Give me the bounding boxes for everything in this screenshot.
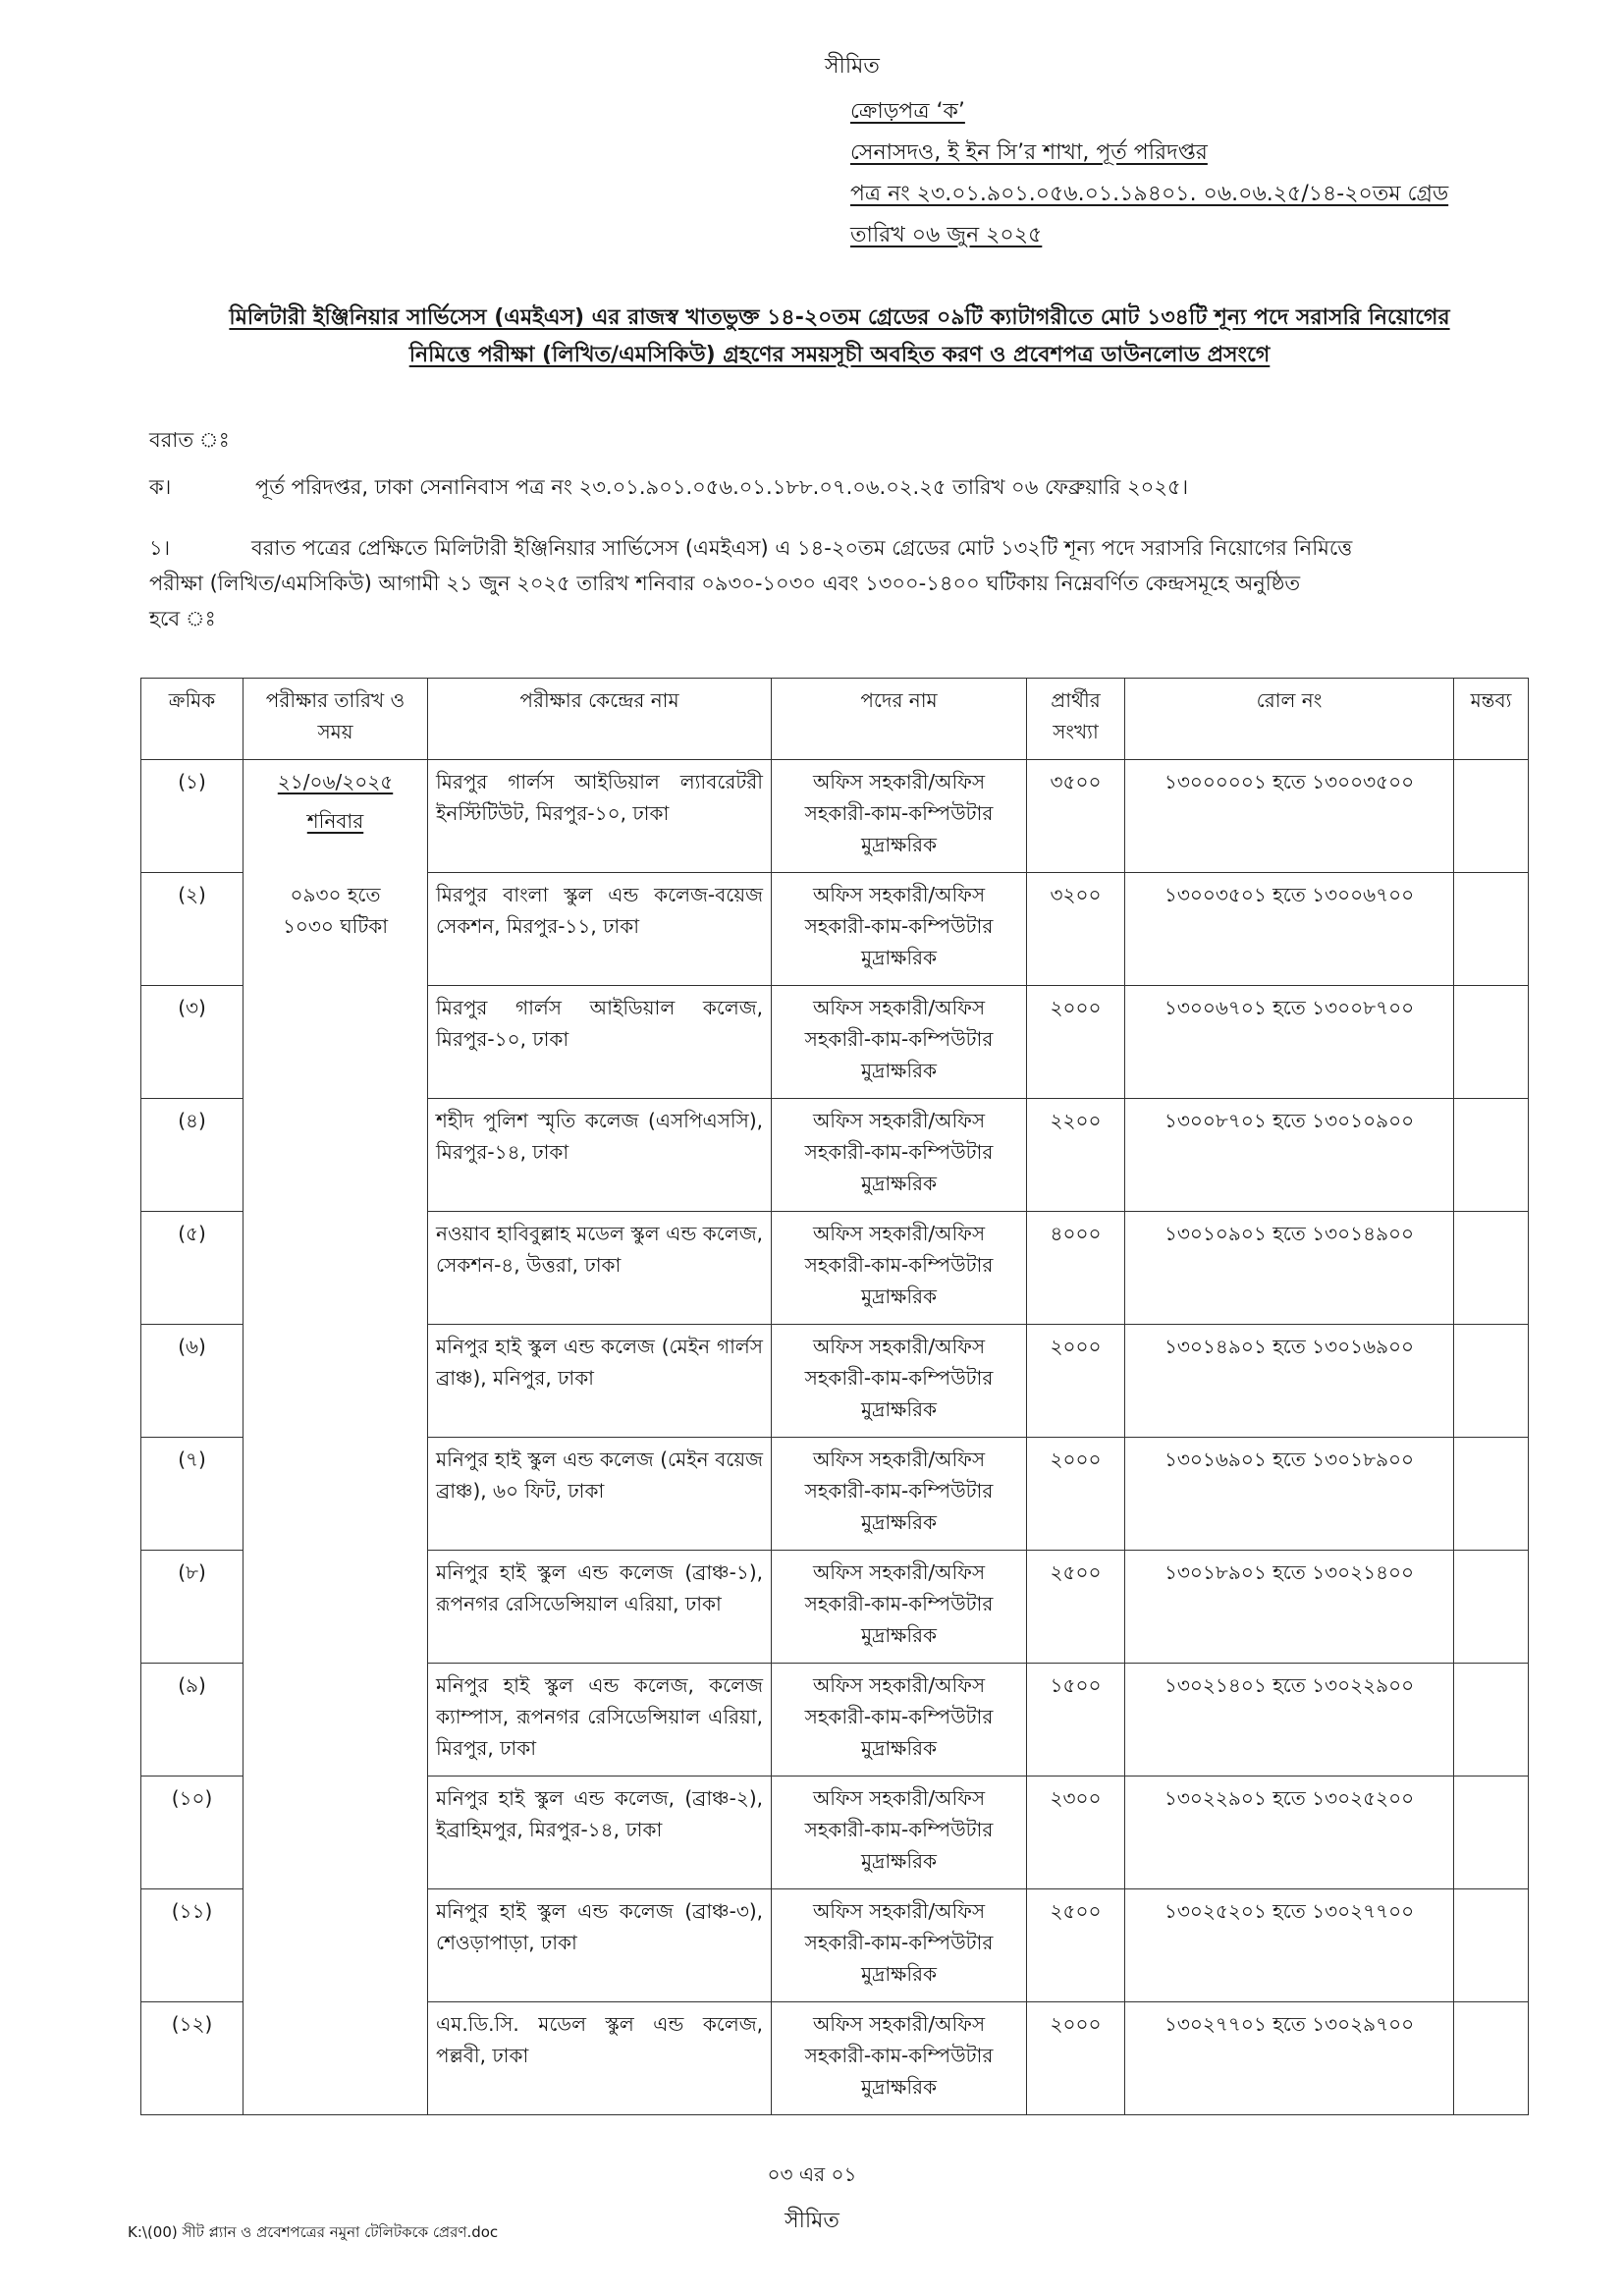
classification-top: সীমিত — [825, 54, 880, 79]
table-row — [141, 1099, 1529, 1212]
row-serial: (৯) — [141, 1664, 244, 1777]
row-center-name: নওয়াব হাবিবুল্লাহ মডেল স্কুল এন্ড কলেজ, সেকশন-৪, উত্তরা, ঢাকা — [428, 1212, 772, 1325]
row-remarks — [1454, 1889, 1529, 2002]
row-remarks — [1454, 1551, 1529, 1664]
exam-date: ২১/০৬/২০২৫ — [277, 770, 394, 793]
table-row — [141, 1212, 1529, 1325]
table-header-row — [141, 679, 1529, 760]
row-remarks — [1454, 1212, 1529, 1325]
page-number: ০৩ এর ০১ — [767, 2162, 857, 2186]
row-roll-range: ১৩০১৬৯০১ হতে ১৩০১৮৯০০ — [1125, 1438, 1454, 1551]
subject-line-2: নিমিত্তে পরীক্ষা (লিখিত/এমসিকিউ) গ্রহণের সময়সূচী অবহিত করণ ও প্রবেশপত্র ডাউনলোড প্রসংগে — [408, 343, 1271, 367]
row-center-name: মনিপুর হাই স্কুল এন্ড কলেজ (ব্রাঞ্চ-১), রূপনগর রেসিডেন্সিয়াল এরিয়া, ঢাকা — [428, 1551, 772, 1664]
table-row — [141, 1551, 1529, 1664]
row-date-time — [244, 1551, 428, 1664]
row-remarks — [1454, 873, 1529, 986]
table-row — [141, 1777, 1529, 1889]
row-serial: (৪) — [141, 1099, 244, 1212]
reference-text: পূর্ত পরিদপ্তর, ঢাকা সেনানিবাস পত্র নং ২৩.০১.৯০১.০৫৬.০১.১৮৮.০৭.০৬.০২.২৫ তারিখ ০৬ ফেব্রুয়ারি ২০২৫। — [255, 475, 1189, 499]
row-serial: (২) — [141, 873, 244, 986]
row-candidate-count: ২২০০ — [1027, 1099, 1125, 1212]
row-post-name: অফিস সহকারী/অফিস সহকারী-কাম-কম্পিউটার মুদ্রাক্ষরিক — [772, 1099, 1027, 1212]
table-row — [141, 1889, 1529, 2002]
row-date-time — [244, 1325, 428, 1438]
row-roll-range: ১৩০০০০০১ হতে ১৩০০৩৫০০ — [1125, 760, 1454, 873]
table-row — [141, 2002, 1529, 2115]
subject-line-1: মিলিটারী ইঞ্জিনিয়ার সার্ভিসেস (এমইএস) এর রাজস্ব খাতভুক্ত ১৪-২০তম গ্রেডের ০৯টি ক্যাটাগরীতে মোট ১৩৪টি শূন্য পদে সরাসরি নিয়োগের — [229, 305, 1450, 330]
letter-date: তারিখ ০৬ জুন ২০২৫ — [850, 223, 1043, 247]
row-remarks — [1454, 986, 1529, 1099]
row-candidate-count: ৩২০০ — [1027, 873, 1125, 986]
row-date-time — [244, 760, 428, 873]
row-date-time — [244, 1889, 428, 2002]
row-post-name: অফিস সহকারী/অফিস সহকারী-কাম-কম্পিউটার মুদ্রাক্ষরিক — [772, 1664, 1027, 1777]
header-roll: রোল নং — [1125, 679, 1454, 760]
row-post-name: অফিস সহকারী/অফিস সহকারী-কাম-কম্পিউটার মুদ্রাক্ষরিক — [772, 873, 1027, 986]
row-remarks — [1454, 1777, 1529, 1889]
header-date-time: পরীক্ষার তারিখ ও সময় — [244, 679, 428, 760]
row-date-time — [244, 1664, 428, 1777]
row-roll-range: ১৩০০৬৭০১ হতে ১৩০০৮৭০০ — [1125, 986, 1454, 1099]
paragraph-line-1: বরাত পত্রের প্রেক্ষিতে মিলিটারী ইঞ্জিনিয়ার সার্ভিসেস (এমইএস) এ ১৪-২০তম গ্রেডের মোট ১৩২টি শূন্য পদে সরাসরি নিয়োগের নিমিত্তে — [251, 536, 1353, 560]
row-roll-range: ১৩০১৮৯০১ হতে ১৩০২১৪০০ — [1125, 1551, 1454, 1664]
row-serial: (১০) — [141, 1777, 244, 1889]
classification-bottom: সীমিত — [785, 2209, 839, 2233]
row-remarks — [1454, 760, 1529, 873]
row-candidate-count: ২৫০০ — [1027, 1551, 1125, 1664]
exam-time: ০৯৩০ হতে ১০৩০ ঘটিকা — [282, 882, 389, 938]
row-center-name: মিরপুর গার্লস আইডিয়াল কলেজ, মিরপুর-১০, ঢাকা — [428, 986, 772, 1099]
row-candidate-count: ২০০০ — [1027, 986, 1125, 1099]
row-center-name: মনিপুর হাই স্কুল এন্ড কলেজ, (ব্রাঞ্চ-২), ইব্রাহিমপুর, মিরপুর-১৪, ঢাকা — [428, 1777, 772, 1889]
table-row — [141, 986, 1529, 1099]
row-center-name: মনিপুর হাই স্কুল এন্ড কলেজ (ব্রাঞ্চ-৩), শেওড়াপাড়া, ঢাকা — [428, 1889, 772, 2002]
row-serial: (৫) — [141, 1212, 244, 1325]
header-post: পদের নাম — [772, 679, 1027, 760]
letter-number: পত্র নং ২৩.০১.৯০১.০৫৬.০১.১৯৪০১. ০৬.০৬.২৫/১৪-২০তম গ্রেড — [850, 182, 1449, 206]
row-candidate-count: ২৩০০ — [1027, 1777, 1125, 1889]
row-roll-range: ১৩০২৫২০১ হতে ১৩০২৭৭০০ — [1125, 1889, 1454, 2002]
row-roll-range: ১৩০১৪৯০১ হতে ১৩০১৬৯০০ — [1125, 1325, 1454, 1438]
row-remarks — [1454, 1099, 1529, 1212]
table-row — [141, 760, 1529, 873]
row-post-name: অফিস সহকারী/অফিস সহকারী-কাম-কম্পিউটার মুদ্রাক্ষরিক — [772, 1777, 1027, 1889]
row-post-name: অফিস সহকারী/অফিস সহকারী-কাম-কম্পিউটার মুদ্রাক্ষরিক — [772, 1212, 1027, 1325]
subject — [147, 300, 1532, 374]
header-candidates: প্রার্থীর সংখ্যা — [1027, 679, 1125, 760]
row-center-name: মনিপুর হাই স্কুল এন্ড কলেজ (মেইন বয়েজ ব্রাঞ্চ), ৬০ ফিট, ঢাকা — [428, 1438, 772, 1551]
table-row — [141, 1325, 1529, 1438]
row-date-time — [244, 1438, 428, 1551]
row-post-name: অফিস সহকারী/অফিস সহকারী-কাম-কম্পিউটার মুদ্রাক্ষরিক — [772, 986, 1027, 1099]
paragraph-line-2: পরীক্ষা (লিখিত/এমসিকিউ) আগামী ২১ জুন ২০২৫ তারিখ শনিবার ০৯৩০-১০৩০ এবং ১৩০০-১৪০০ ঘটিকায় নিম্নেবর্ণিত কেন্দ্রসমূহে অনুষ্ঠিত — [149, 572, 1301, 595]
row-remarks — [1454, 1325, 1529, 1438]
row-candidate-count: ২৫০০ — [1027, 1889, 1125, 2002]
header-serial: ক্রমিক — [141, 679, 244, 760]
row-serial: (৩) — [141, 986, 244, 1099]
row-date-time — [244, 1212, 428, 1325]
row-center-name: এম.ডি.সি. মডেল স্কুল এন্ড কলেজ, পল্লবী, ঢাকা — [428, 2002, 772, 2115]
row-post-name: অফিস সহকারী/অফিস সহকারী-কাম-কম্পিউটার মুদ্রাক্ষরিক — [772, 1325, 1027, 1438]
row-date-time — [244, 1777, 428, 1889]
row-roll-range: ১৩০০৮৭০১ হতে ১৩০১০৯০০ — [1125, 1099, 1454, 1212]
row-candidate-count: ৪০০০ — [1027, 1212, 1125, 1325]
exam-schedule-table — [140, 678, 1529, 2115]
reference-label: বরাত ঃ — [149, 428, 230, 452]
row-serial: (১১) — [141, 1889, 244, 2002]
row-candidate-count: ২০০০ — [1027, 1438, 1125, 1551]
row-remarks — [1454, 1438, 1529, 1551]
header-center: পরীক্ষার কেন্দ্রের নাম — [428, 679, 772, 760]
paragraph-line-3: হবে ঃ — [149, 607, 216, 630]
row-post-name: অফিস সহকারী/অফিস সহকারী-কাম-কম্পিউটার মুদ্রাক্ষরিক — [772, 1889, 1027, 2002]
row-serial: (১২) — [141, 2002, 244, 2115]
row-roll-range: ১৩০০৩৫০১ হতে ১৩০০৬৭০০ — [1125, 873, 1454, 986]
row-center-name: মনিপুর হাই স্কুল এন্ড কলেজ, কলেজ ক্যাম্পাস, রূপনগর রেসিডেন্সিয়াল এরিয়া, মিরপুর, ঢাকা — [428, 1664, 772, 1777]
exam-day: শনিবার — [306, 809, 364, 833]
row-center-name: মনিপুর হাই স্কুল এন্ড কলেজ (মেইন গার্লস ব্রাঞ্চ), মনিপুর, ঢাকা — [428, 1325, 772, 1438]
row-date-time — [244, 2002, 428, 2115]
row-serial: (১) — [141, 760, 244, 873]
row-serial: (৮) — [141, 1551, 244, 1664]
row-center-name: মিরপুর গার্লস আইডিয়াল ল্যাবরেটরী ইনস্টিটিউট, মিরপুর-১০, ঢাকা — [428, 760, 772, 873]
row-serial: (৭) — [141, 1438, 244, 1551]
annex-label: ক্রোড়পত্র ‘ক’ — [850, 99, 965, 124]
row-roll-range: ১৩০২১৪০১ হতে ১৩০২২৯০০ — [1125, 1664, 1454, 1777]
reference-item-number: ক। — [149, 475, 172, 499]
row-remarks — [1454, 1664, 1529, 1777]
row-roll-range: ১৩০২২৯০১ হতে ১৩০২৫২০০ — [1125, 1777, 1454, 1889]
row-serial: (৬) — [141, 1325, 244, 1438]
row-date-time — [244, 1099, 428, 1212]
paragraph-number: ১। — [149, 536, 171, 560]
row-post-name: অফিস সহকারী/অফিস সহকারী-কাম-কম্পিউটার মুদ্রাক্ষরিক — [772, 1551, 1027, 1664]
row-post-name: অফিস সহকারী/অফিস সহকারী-কাম-কম্পিউটার মুদ্রাক্ষরিক — [772, 2002, 1027, 2115]
row-candidate-count: ২০০০ — [1027, 2002, 1125, 2115]
table-row — [141, 1438, 1529, 1551]
row-remarks — [1454, 2002, 1529, 2115]
row-candidate-count: ৩৫০০ — [1027, 760, 1125, 873]
row-date-time — [244, 873, 428, 986]
row-center-name: শহীদ পুলিশ স্মৃতি কলেজ (এসপিএসসি), মিরপুর-১৪, ঢাকা — [428, 1099, 772, 1212]
row-roll-range: ১৩০২৭৭০১ হতে ১৩০২৯৭০০ — [1125, 2002, 1454, 2115]
office-name: সেনাসদও, ই ইন সি’র শাখা, পূর্ত পরিদপ্তর — [850, 140, 1208, 165]
row-post-name: অফিস সহকারী/অফিস সহকারী-কাম-কম্পিউটার মুদ্রাক্ষরিক — [772, 1438, 1027, 1551]
row-post-name: অফিস সহকারী/অফিস সহকারী-কাম-কম্পিউটার মুদ্রাক্ষরিক — [772, 760, 1027, 873]
file-path: K:\(00) সীট প্ল্যান ও প্রবেশপত্রের নমুনা টেলিটককে প্রেরণ.doc — [128, 2223, 499, 2241]
row-candidate-count: ১৫০০ — [1027, 1664, 1125, 1777]
header-remarks: মন্তব্য — [1454, 679, 1529, 760]
table-row — [141, 873, 1529, 986]
table-row — [141, 1664, 1529, 1777]
row-roll-range: ১৩০১০৯০১ হতে ১৩০১৪৯০০ — [1125, 1212, 1454, 1325]
row-candidate-count: ২০০০ — [1027, 1325, 1125, 1438]
row-center-name: মিরপুর বাংলা স্কুল এন্ড কলেজ-বয়েজ সেকশন, মিরপুর-১১, ঢাকা — [428, 873, 772, 986]
row-date-time — [244, 986, 428, 1099]
